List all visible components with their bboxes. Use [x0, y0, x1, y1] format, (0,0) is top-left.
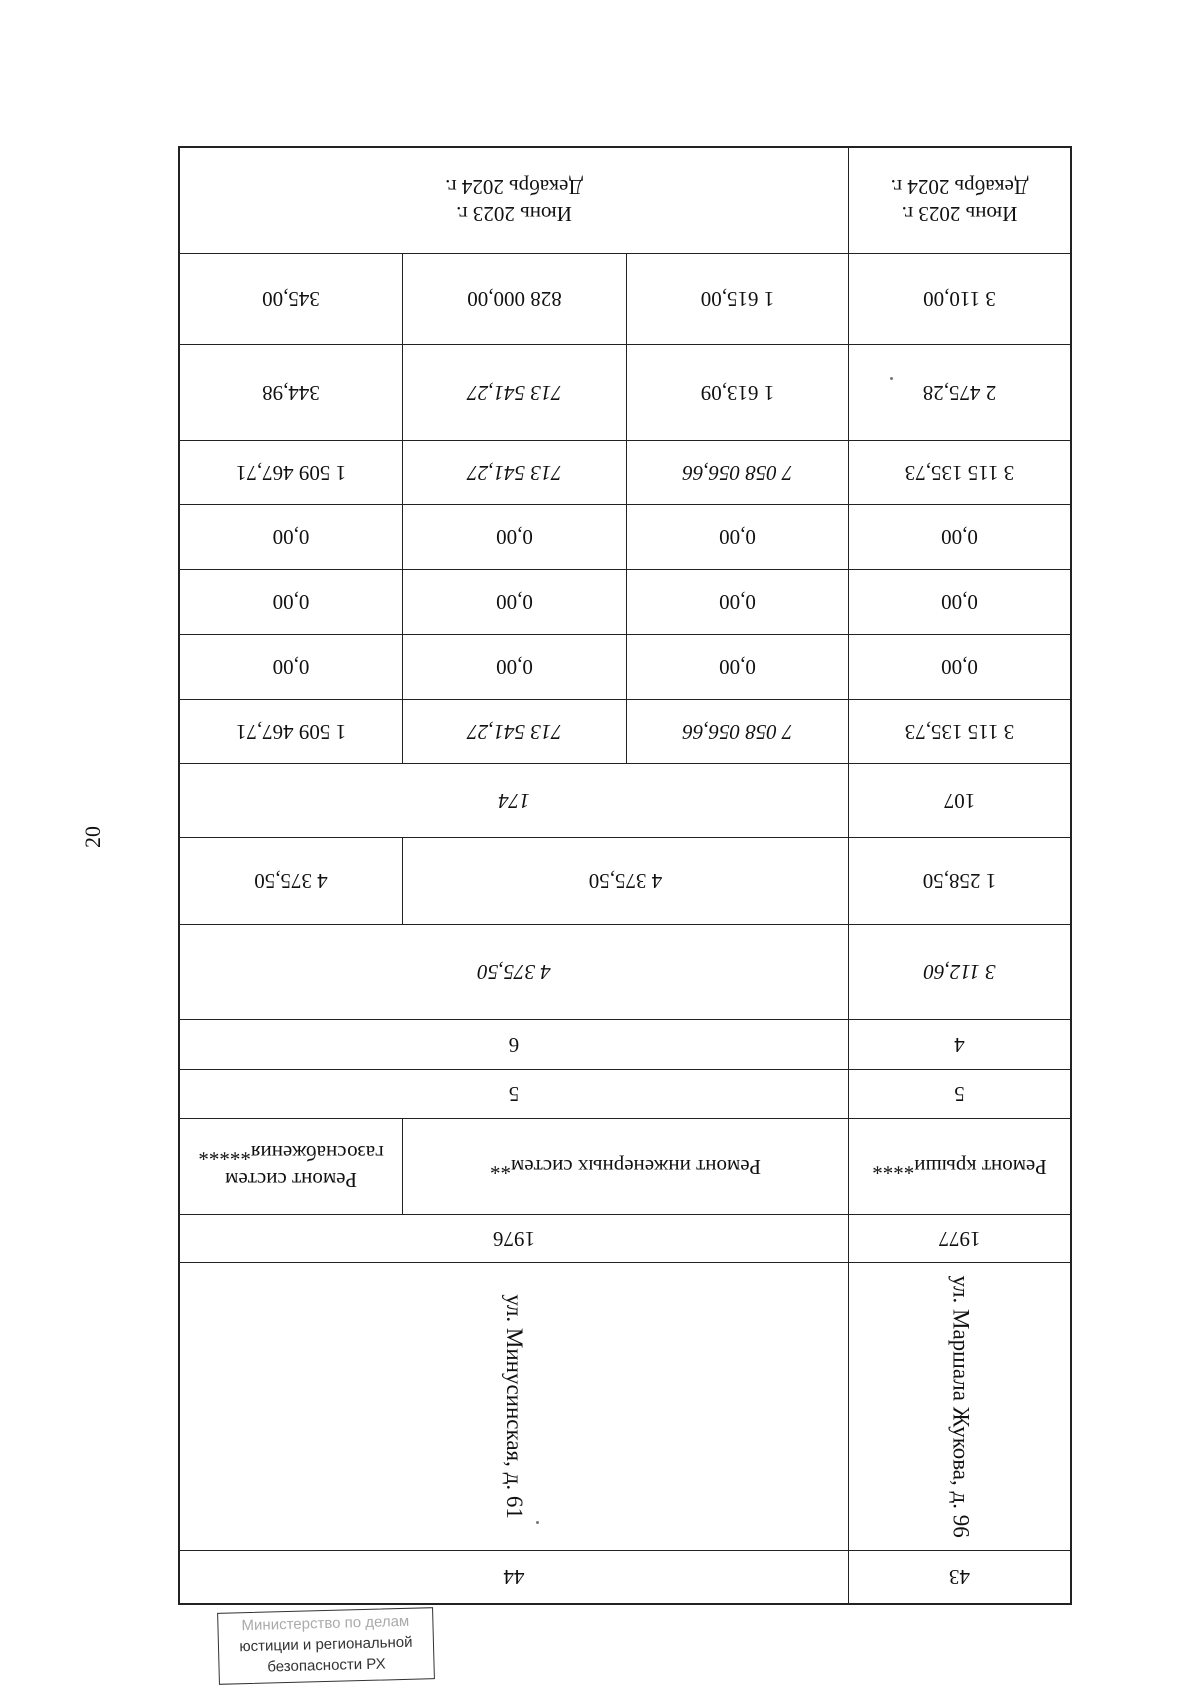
- cell-year-left: 1977: [848, 1215, 1070, 1262]
- cell-index-left: 43: [848, 1551, 1070, 1603]
- cell-limit-c3: 828 000,00: [402, 254, 626, 344]
- scan-speck: [536, 1521, 539, 1524]
- cell-col5-left: 5: [848, 1070, 1070, 1118]
- cell-limit-c1: 3 110,00: [848, 254, 1070, 344]
- cell-zero3-c4: 0,00: [272, 525, 310, 550]
- table-row-sum1: [180, 699, 1070, 763]
- table-row-work-type: [180, 1118, 1070, 1214]
- cell-zero3-c3: 0,00: [402, 505, 626, 569]
- table-row-index: [180, 1550, 1070, 1603]
- table-row-unit-cost: [180, 344, 1070, 440]
- period-right-line2: Декабрь 2024 г.: [445, 175, 583, 200]
- cell-zero1-c1: 0,00: [848, 635, 1070, 699]
- cell-col6-right: 6: [508, 1032, 520, 1057]
- stamp-line3: безопасности РХ: [267, 1655, 386, 1676]
- official-stamp: [217, 1607, 435, 1685]
- cell-unit-cost-c2: 1 613,09: [626, 345, 848, 440]
- cell-sum2-c3: 713 541,27: [402, 441, 626, 504]
- table-row-count: [180, 763, 1070, 837]
- cell-sum2-c2: 7 058 056,66: [626, 441, 848, 504]
- cell-sum1-c1: 3 115 135,73: [848, 700, 1070, 763]
- period-left-line1: Июнь 2023 г.: [901, 201, 1018, 226]
- table-row-address: [180, 1262, 1070, 1550]
- cell-zero3-c1: 0,00: [848, 505, 1070, 569]
- cell-work-type-right: Ремонт систем газоснабжения*****: [198, 1141, 384, 1192]
- scan-speck: [890, 377, 893, 380]
- repair-table: [178, 146, 1072, 1605]
- cell-limit-c4: 345,00: [262, 287, 320, 312]
- cell-zero2-c4: 0,00: [272, 590, 310, 615]
- page-number: 20: [80, 826, 105, 848]
- stamp-line1: Министерство по делам: [241, 1612, 410, 1635]
- cell-count-right: 174: [498, 788, 530, 813]
- stamp-line2: юстиции и региональной: [239, 1633, 413, 1656]
- cell-address-left: [848, 1263, 1070, 1550]
- address-left-text: ул. Маршала Жукова, д. 96: [947, 1275, 973, 1538]
- cell-zero1-c4: 0,00: [272, 655, 310, 680]
- cell-index-right: 44: [503, 1565, 525, 1590]
- table-row-cost2: [180, 837, 1070, 924]
- table-row-year: [180, 1214, 1070, 1262]
- period-right-line1: Июнь 2023 г.: [456, 201, 572, 226]
- cell-col6-left: 4: [848, 1020, 1070, 1069]
- period-left-line2: Декабрь 2024 г.: [890, 175, 1029, 200]
- cell-sum1-c4: 1 509 467,71: [235, 719, 347, 744]
- table-row-zero2: [180, 569, 1070, 634]
- table-row-cost1: [180, 924, 1070, 1019]
- cell-sum1-c3: 713 541,27: [402, 700, 626, 763]
- cell-zero1-c3: 0,00: [402, 635, 626, 699]
- cell-unit-cost-c4: 344,98: [262, 380, 320, 405]
- cell-col5-right: 5: [508, 1082, 520, 1107]
- table-row-limit: [180, 253, 1070, 344]
- table-row-zero3: [180, 504, 1070, 569]
- cell-count-left: 107: [848, 764, 1070, 837]
- address-right-text: ул. Минусинская, д. 61: [502, 1294, 528, 1519]
- table-row-col5: [180, 1069, 1070, 1118]
- cell-cost1-right: 4 375,50: [477, 960, 551, 985]
- table-row-zero1: [180, 634, 1070, 699]
- cell-work-type-mid: Ремонт инженерных систем**: [402, 1119, 848, 1214]
- cell-sum1-c2: 7 058 056,66: [626, 700, 848, 763]
- cell-zero3-c2: 0,00: [626, 505, 848, 569]
- table-row-col6: [180, 1019, 1070, 1069]
- cell-cost2-left: 1 258,50: [848, 838, 1070, 924]
- cell-cost2-mid: 4 375,50: [402, 838, 848, 924]
- cell-address-right: [180, 1263, 848, 1550]
- cell-zero2-c2: 0,00: [626, 570, 848, 634]
- cell-unit-cost-c3: 713 541,27: [402, 345, 626, 440]
- cell-zero1-c2: 0,00: [626, 635, 848, 699]
- table-row-sum2: [180, 440, 1070, 504]
- cell-work-type-left: Ремонт крыши****: [848, 1119, 1070, 1214]
- cell-cost2-right: 4 375,50: [254, 869, 328, 894]
- table-row-period: [180, 148, 1070, 253]
- cell-cost1-left: 3 112,60: [848, 925, 1070, 1019]
- cell-sum2-c4: 1 509 467,71: [235, 460, 347, 485]
- cell-sum2-c1: 3 115 135,73: [848, 441, 1070, 504]
- cell-period-left: [848, 148, 1070, 253]
- cell-zero2-c1: 0,00: [848, 570, 1070, 634]
- cell-year-right: 1976: [493, 1226, 535, 1251]
- cell-limit-c2: 1 615,00: [626, 254, 848, 344]
- cell-zero2-c3: 0,00: [402, 570, 626, 634]
- cell-unit-cost-c1: 2 475,28: [848, 345, 1070, 440]
- table-inner: [180, 148, 1070, 1603]
- cell-period-right: [180, 148, 848, 253]
